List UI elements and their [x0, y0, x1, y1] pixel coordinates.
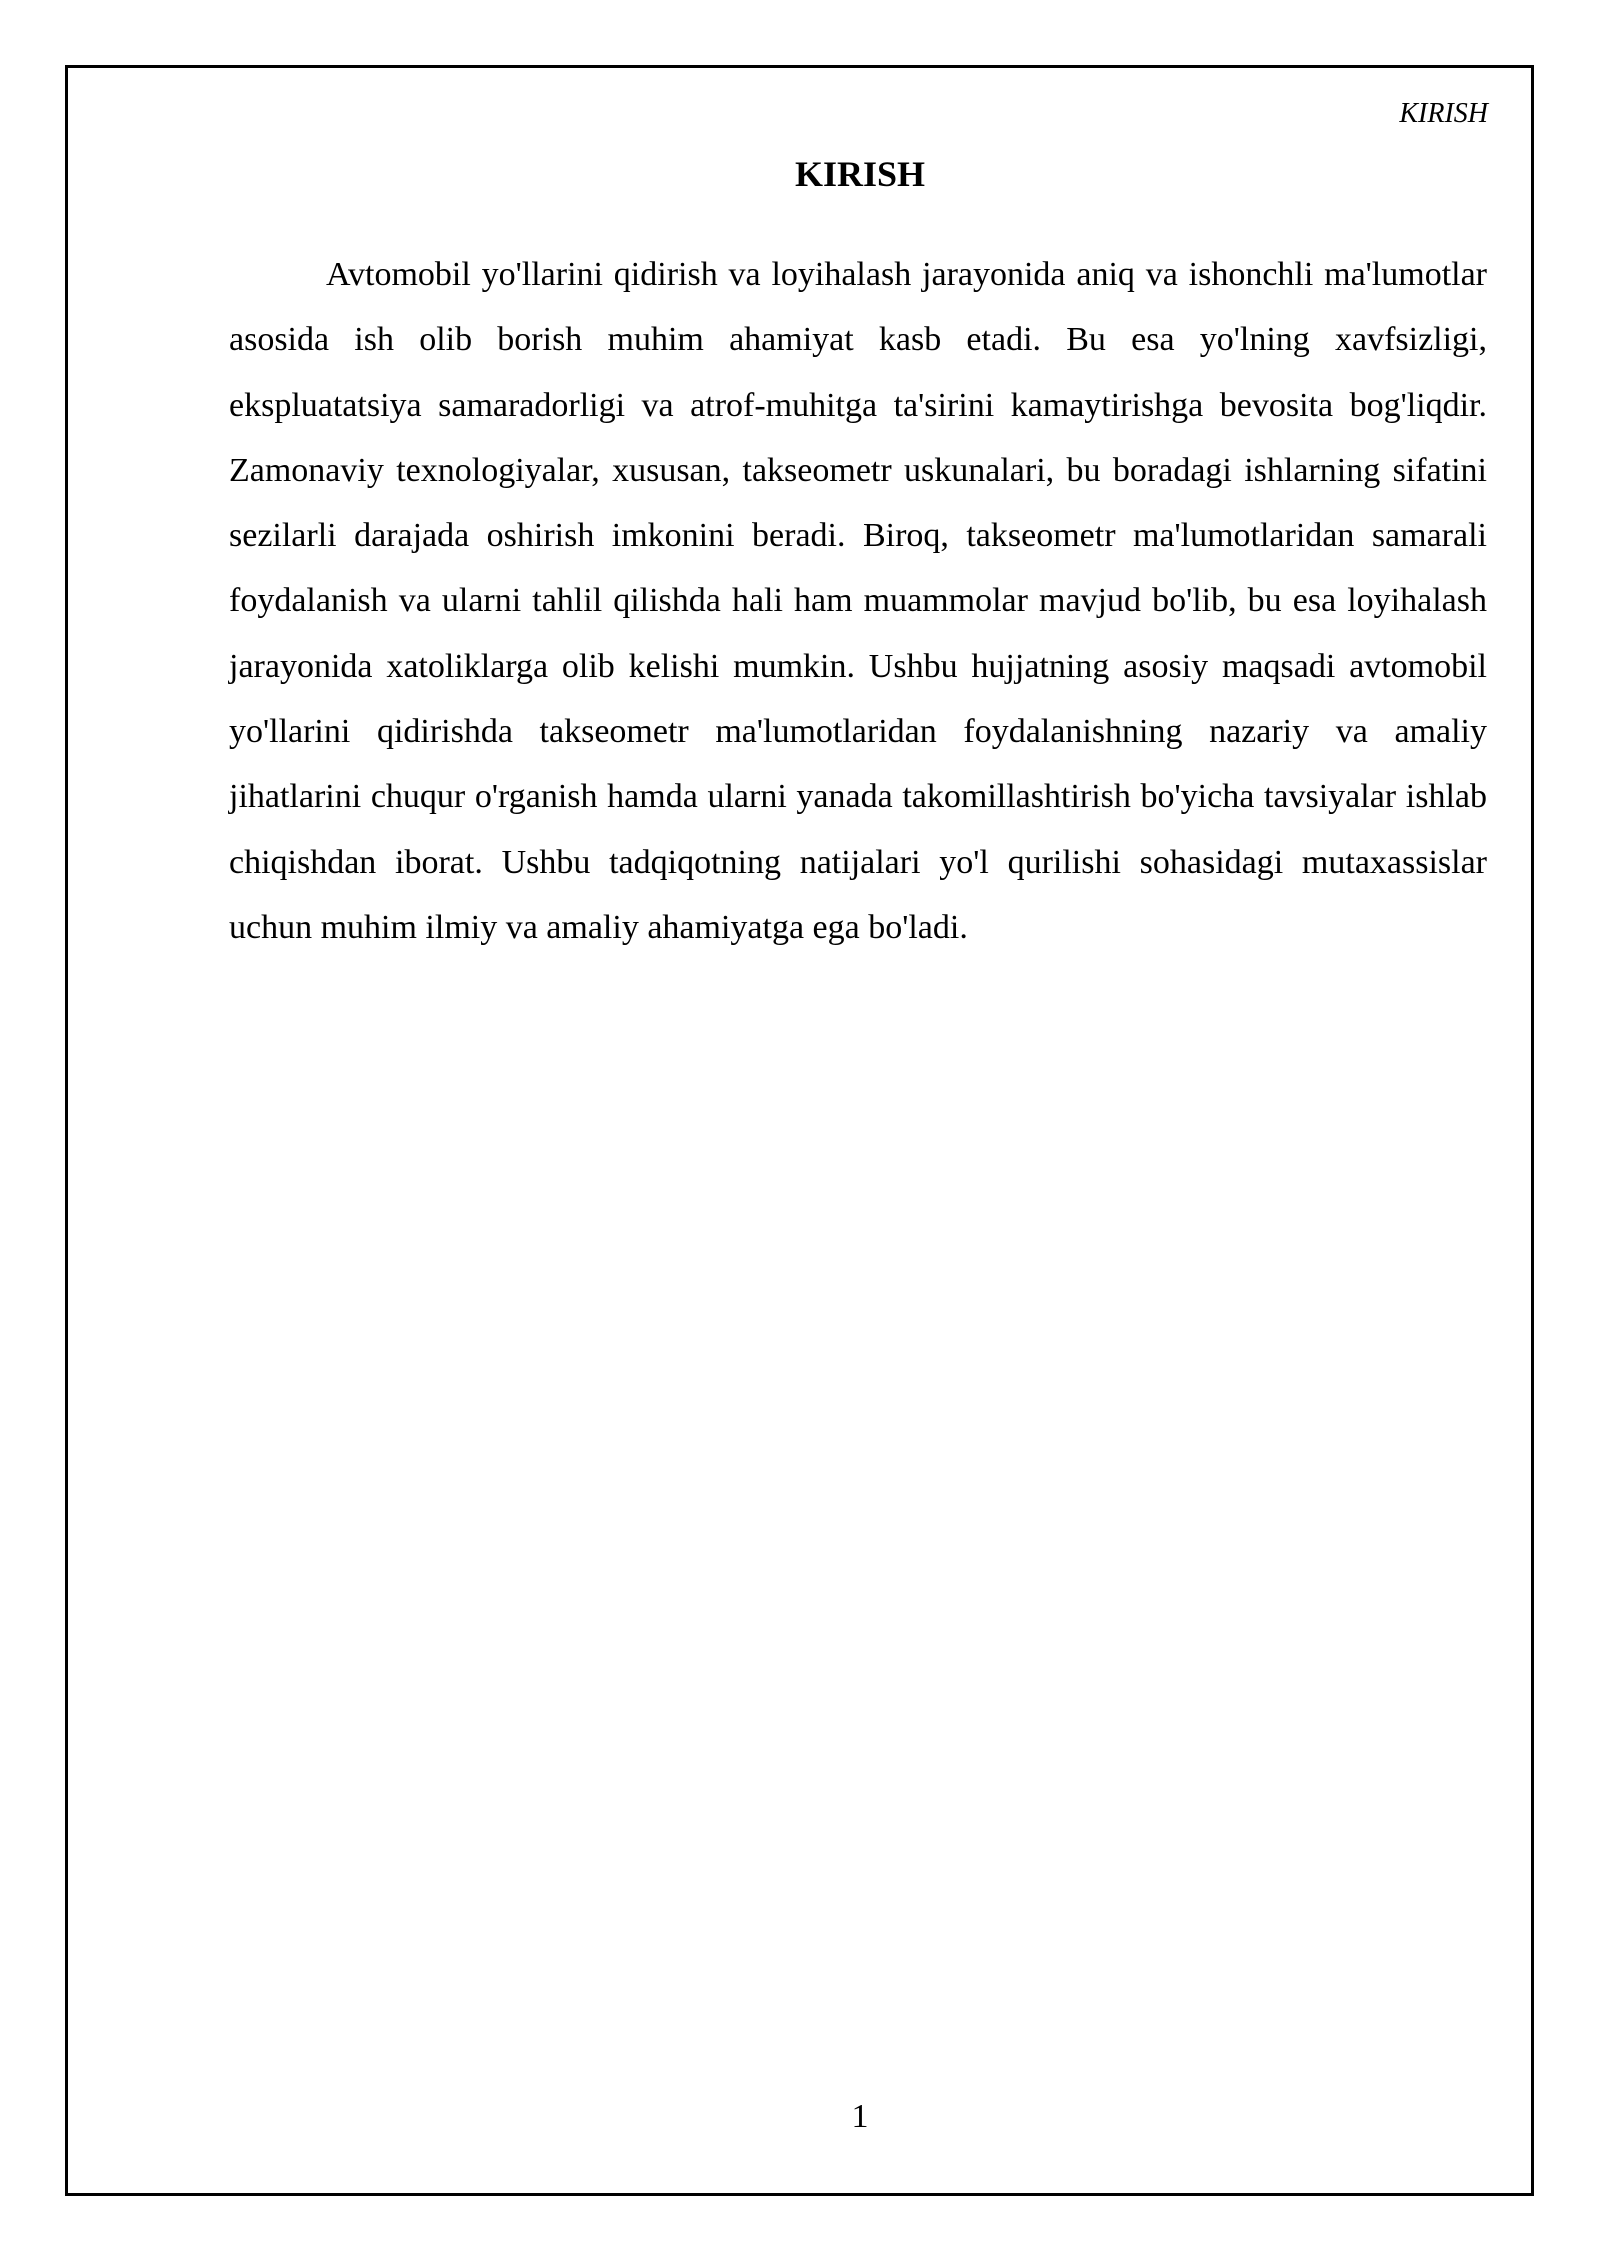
body-paragraph: Avtomobil yo'llarini qidirish va loyihalash jarayonida aniq va ishonchli ma'lumotlar asosida ish olib borish muhim ahamiyat kasb etadi. Bu esa yo'lning xavfsizligi, ekspluatatsiya samaradorligi va atrof-muhitga ta'sirini kamaytirishga bevosita bog'liqdir. Zamonaviy texnologiyalar, xususan, takseometr uskunalari, bu boradagi ishlarning sifatini sezilarli darajada oshirish imkonini beradi. Biroq, takseometr ma'lumotlaridan samarali foydalanish va ularni tahlil qilishda hali ham muammolar mavjud bo'lib, bu esa loyihalash jarayonida xatoliklarga olib kelishi mumkin. Ushbu hujjatning asosiy maqsadi avtomobil yo'llarini qidirishda takseometr ma'lumotlaridan foydalanishning nazariy va amaliy jihatlarini chuqur o'rganish hamda ularni yanada takomillashtirish bo'yicha tavsiyalar ishlab chiqishdan iborat. Ushbu tadqiqotning natijalari yo'l qurilishi sohasidagi mutaxassislar uchun muhim ilmiy va amaliy ahamiyatga ega bo'ladi.: [229, 256, 1487, 946]
page-title: KIRISH: [794, 154, 926, 194]
page-number: 1: [851, 2098, 869, 2135]
running-header: KIRISH: [1399, 98, 1488, 129]
